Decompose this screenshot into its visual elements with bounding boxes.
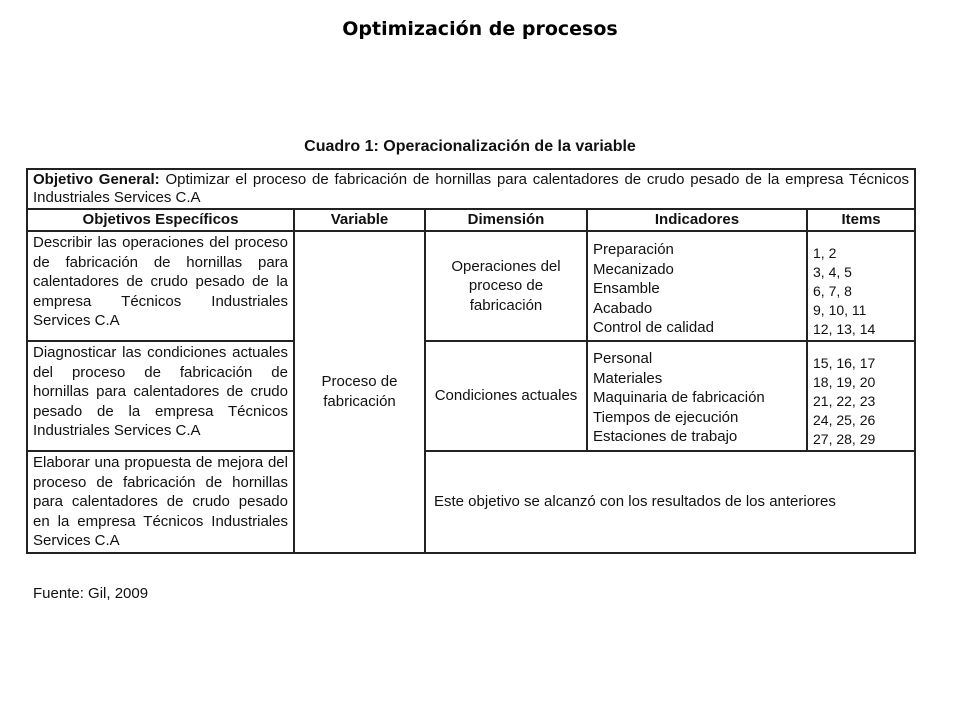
table-caption: Cuadro 1: Operacionalización de la variable: [304, 138, 636, 155]
header-variable: Variable: [294, 209, 425, 231]
item-numbers: 21, 22, 23: [813, 393, 876, 409]
objective-cell: Elaborar una propuesta de mejora del proceso de fabricación de hornillas para calentadores de crudo pesado en la empresa Técnicos Industriales Services C.A: [27, 451, 294, 553]
item-numbers: 6, 7, 8: [813, 283, 852, 299]
indicator-item: Acabado: [593, 299, 653, 317]
items-cell: [807, 341, 915, 451]
operationalization-table: [26, 168, 916, 554]
table-row: [27, 341, 915, 451]
note-cell: Este objetivo se alcanzó con los resultados de los anteriores: [425, 451, 915, 553]
table-row: [27, 231, 915, 341]
table-row: [27, 451, 915, 553]
objective-cell: Diagnosticar las condiciones actuales del proceso de fabricación de hornillas para calentadores de crudo pesado de la empresa Técnicos Industriales Services C.A: [27, 341, 294, 451]
general-objective-row: [27, 169, 915, 209]
indicators-cell: [587, 231, 807, 341]
item-numbers: 9, 10, 11: [813, 302, 867, 318]
general-objective-label: Objetivo General:: [33, 171, 160, 188]
dimension-cell: Condiciones actuales: [425, 341, 587, 451]
indicator-item: Maquinaria de fabricación: [593, 389, 765, 406]
indicator-item: Tiempos de ejecución: [593, 408, 739, 426]
indicator-item: Preparación: [593, 241, 674, 258]
slide-title: Optimización de procesos: [342, 18, 618, 40]
header-items: Items: [807, 209, 915, 231]
dimension-cell: Operaciones del proceso de fabricación: [425, 231, 587, 341]
general-objective-cell: [27, 169, 915, 209]
item-numbers: 15, 16, 17: [813, 355, 876, 371]
indicator-item: Materiales: [593, 369, 663, 387]
items-cell: [807, 231, 915, 341]
item-numbers: 24, 25, 26: [813, 412, 876, 428]
general-objective-text: Optimizar el proceso de fabricación de hornillas para calentadores de crudo pesado de la empresa Técnicos Industriales Services C.A: [33, 171, 910, 206]
header-dimension: Dimensión: [425, 209, 587, 231]
header-row: [27, 209, 915, 231]
indicator-item: Mecanizado: [593, 260, 674, 278]
header-indicators: Indicadores: [587, 209, 807, 231]
item-numbers: 27, 28, 29: [813, 431, 876, 447]
indicator-item: Estaciones de trabajo: [593, 428, 738, 445]
item-numbers: 12, 13, 14: [813, 321, 876, 337]
item-numbers: 3, 4, 5: [813, 264, 852, 280]
indicator-item: Ensamble: [593, 280, 660, 297]
item-numbers: 18, 19, 20: [813, 374, 876, 390]
item-numbers: 1, 2: [813, 245, 837, 261]
variable-cell: Proceso de fabricación: [294, 231, 425, 553]
indicator-item: Control de calidad: [593, 319, 714, 336]
source-note: Fuente: Gil, 2009: [33, 585, 149, 602]
indicator-item: Personal: [593, 350, 653, 367]
objective-cell: Describir las operaciones del proceso de fabricación de hornillas para calentadores de crudo pesado de la empresa Técnicos Industriales Services C.A: [27, 231, 294, 341]
header-objectives: Objetivos Específicos: [27, 209, 294, 231]
indicators-cell: [587, 341, 807, 451]
